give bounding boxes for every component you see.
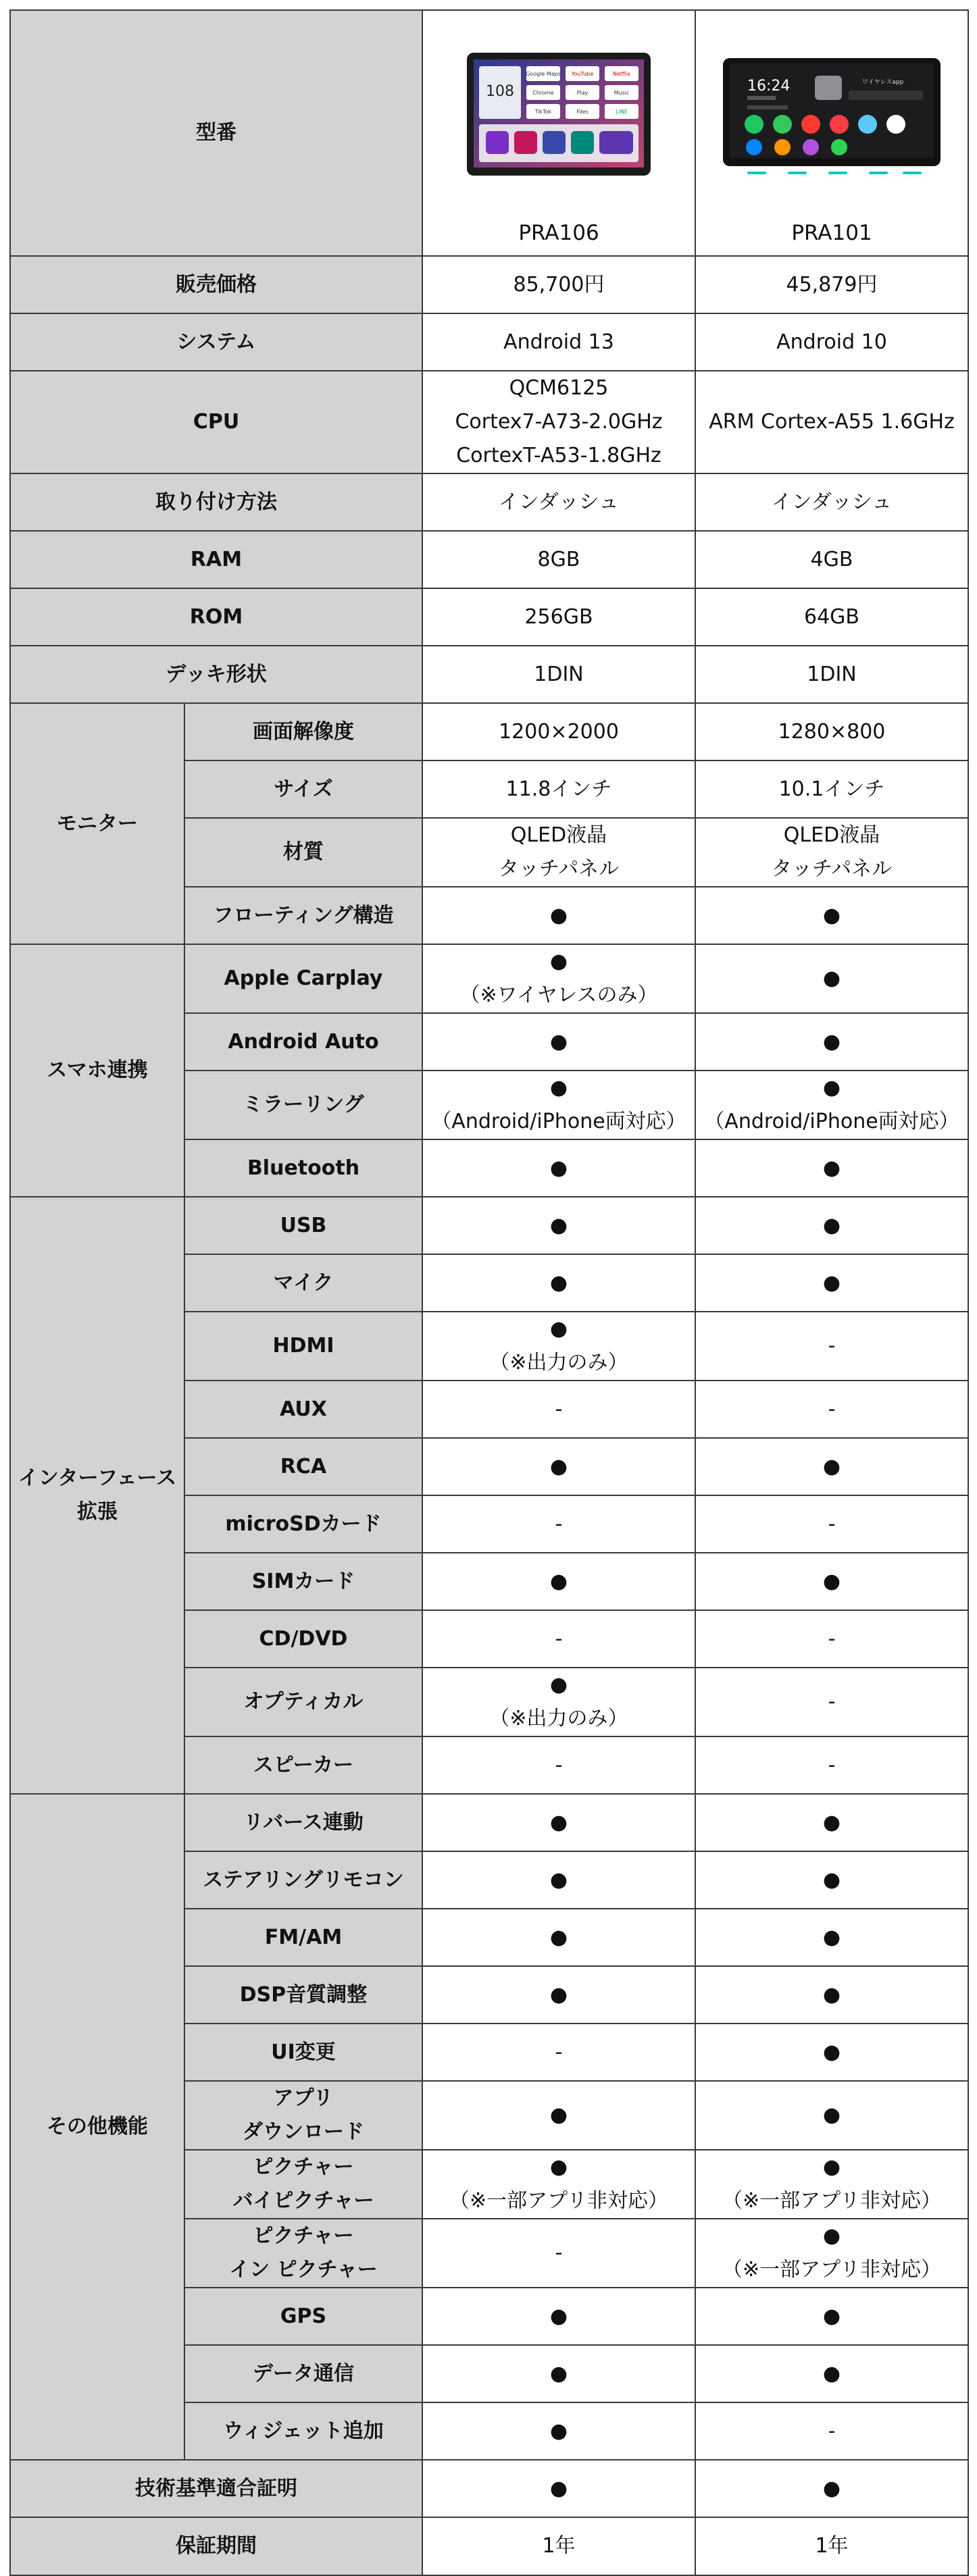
svg-text:Files: Files [576,109,588,115]
app-dl-pra101: ● [695,2081,968,2150]
dsp-pra106: ● [422,1966,695,2024]
ui-pra101: ● [695,2024,968,2081]
row-resolution [10,703,968,761]
row-model [10,10,968,256]
svg-text:Chrome: Chrome [532,90,554,96]
label-mic: マイク [184,1254,422,1312]
pbp-pra106: ● （※一部アプリ非対応） [422,2150,695,2219]
label-speaker: スピーカー [184,1736,422,1794]
pra101-product-image [720,49,943,184]
row-install [10,473,968,531]
microsd-pra101: - [695,1495,968,1553]
gps-pra101: ● [695,2288,968,2345]
svg-text:Google Maps: Google Maps [526,71,561,77]
label-gps: GPS [184,2288,422,2345]
label-data: データ通信 [184,2345,422,2402]
warranty-pra101: 1年 [695,2517,968,2575]
label-aux: AUX [184,1381,422,1438]
floating-pra101: ● [695,887,968,944]
material-pra106: QLED液晶 タッチパネル [422,818,695,887]
label-system: システム [10,313,422,371]
system-pra101: Android 10 [695,313,968,371]
group-phone: スマホ連携 [10,944,184,1197]
spec-comparison-table [9,9,969,2576]
row-reverse [10,1794,968,1851]
label-carplay: Apple Carplay [184,944,422,1013]
svg-text:Play: Play [576,90,588,96]
pip-pra101: ● （※一部アプリ非対応） [695,2219,968,2288]
cddvd-pra106: - [422,1610,695,1668]
microsd-pra106: - [422,1495,695,1553]
row-cert [10,2460,968,2517]
android-auto-pra106: ● [422,1013,695,1071]
row-rom [10,588,968,646]
label-bluetooth: Bluetooth [184,1139,422,1197]
label-deck: デッキ形状 [10,646,422,703]
row-deck [10,646,968,703]
label-android-auto: Android Auto [184,1013,422,1071]
material-pra101: QLED液晶 タッチパネル [695,818,968,887]
row-usb [10,1197,968,1254]
model-name-pra101: PRA101 [791,221,872,245]
label-cpu: CPU [10,371,422,473]
system-pra106: Android 13 [422,313,695,371]
mic-pra101: ● [695,1254,968,1312]
ram-pra106: 8GB [422,531,695,588]
sim-pra106: ● [422,1553,695,1610]
fmam-pra101: ● [695,1909,968,1966]
label-material: 材質 [184,818,422,887]
aux-pra101: - [695,1381,968,1438]
speaker-pra106: - [422,1736,695,1794]
svg-text:TikTok: TikTok [534,109,552,115]
cert-pra101: ● [695,2460,968,2517]
svg-text:16:24: 16:24 [747,78,791,95]
cert-pra106: ● [422,2460,695,2517]
mirroring-pra101: ● （Android/iPhone両対応） [695,1071,968,1139]
group-other: その他機能 [10,1794,184,2460]
app-dl-pra106: ● [422,2081,695,2150]
deck-pra101: 1DIN [695,646,968,703]
label-floating: フローティング構造 [184,887,422,944]
label-hdmi: HDMI [184,1312,422,1381]
rca-pra106: ● [422,1438,695,1495]
optical-pra101: - [695,1668,968,1736]
label-sim: SIMカード [184,1553,422,1610]
label-microsd: microSDカード [184,1495,422,1553]
bluetooth-pra106: ● [422,1139,695,1197]
steering-pra106: ● [422,1851,695,1909]
sim-pra101: ● [695,1553,968,1610]
size-pra106: 11.8インチ [422,761,695,818]
install-pra101: インダッシュ [695,473,968,531]
row-warranty [10,2517,968,2575]
data-pra101: ● [695,2345,968,2402]
label-steering: ステアリングリモコン [184,1851,422,1909]
row-ram [10,531,968,588]
hdmi-pra106: ● （※出力のみ） [422,1312,695,1381]
label-mirroring: ミラーリング [184,1071,422,1139]
pra106-product-image [464,49,653,184]
steering-pra101: ● [695,1851,968,1909]
row-carplay [10,944,968,1013]
bluetooth-pra101: ● [695,1139,968,1197]
label-app-dl: アプリ ダウンロード [184,2081,422,2150]
label-rca: RCA [184,1438,422,1495]
usb-pra106: ● [422,1197,695,1254]
carplay-pra106: ● （※ワイヤレスのみ） [422,944,695,1013]
label-pbp: ピクチャー バイピクチャー [184,2150,422,2219]
row-cpu [10,371,968,473]
cpu-pra106: QCM6125 Cortex7-A73-2.0GHz CortexT-A53-1.8GHz [422,371,695,473]
label-pip: ピクチャー イン ピクチャー [184,2219,422,2288]
label-usb: USB [184,1197,422,1254]
label-price: 販売価格 [10,256,422,313]
fmam-pra106: ● [422,1909,695,1966]
label-reverse: リバース連動 [184,1794,422,1851]
cpu-pra101: ARM Cortex-A55 1.6GHz [695,371,968,473]
group-monitor: モニター [10,703,184,944]
model-cell-pra106 [422,10,695,256]
label-rom: ROM [10,588,422,646]
svg-text:108: 108 [486,83,514,100]
rca-pra101: ● [695,1438,968,1495]
hdmi-pra101: - [695,1312,968,1381]
widget-pra101: - [695,2402,968,2460]
svg-text:Netflix: Netflix [612,71,631,77]
mic-pra106: ● [422,1254,695,1312]
svg-text:YouTube: YouTube [571,71,594,77]
widget-pra106: ● [422,2402,695,2460]
label-widget: ウィジェット追加 [184,2402,422,2460]
label-warranty: 保証期間 [10,2517,422,2575]
label-cddvd: CD/DVD [184,1610,422,1668]
cddvd-pra101: - [695,1610,968,1668]
label-model: 型番 [10,10,422,256]
row-price [10,256,968,313]
carplay-pra101: ● [695,944,968,1013]
dsp-pra101: ● [695,1966,968,2024]
label-ram: RAM [10,531,422,588]
warranty-pra106: 1年 [422,2517,695,2575]
price-pra101: 45,879円 [695,256,968,313]
data-pra106: ● [422,2345,695,2402]
model-name-pra106: PRA106 [518,221,599,245]
resolution-pra106: 1200×2000 [422,703,695,761]
reverse-pra106: ● [422,1794,695,1851]
price-pra106: 85,700円 [422,256,695,313]
android-auto-pra101: ● [695,1013,968,1071]
ram-pra101: 4GB [695,531,968,588]
aux-pra106: - [422,1381,695,1438]
ui-pra106: - [422,2024,695,2081]
label-resolution: 画面解像度 [184,703,422,761]
model-cell-pra101 [695,10,968,256]
size-pra101: 10.1インチ [695,761,968,818]
label-ui: UI変更 [184,2024,422,2081]
label-cert: 技術基準適合証明 [10,2460,422,2517]
pbp-pra101: ● （※一部アプリ非対応） [695,2150,968,2219]
speaker-pra101: - [695,1736,968,1794]
label-install: 取り付け方法 [10,473,422,531]
label-dsp: DSP音質調整 [184,1966,422,2024]
install-pra106: インダッシュ [422,473,695,531]
svg-text:Music: Music [613,90,630,96]
reverse-pra101: ● [695,1794,968,1851]
mirroring-pra106: ● （Android/iPhone両対応） [422,1071,695,1139]
optical-pra106: ● （※出力のみ） [422,1668,695,1736]
group-interface: インターフェース 拡張 [10,1197,184,1794]
svg-text:LINE: LINE [616,109,628,115]
deck-pra106: 1DIN [422,646,695,703]
gps-pra106: ● [422,2288,695,2345]
pip-pra106: - [422,2219,695,2288]
label-size: サイズ [184,761,422,818]
resolution-pra101: 1280×800 [695,703,968,761]
rom-pra101: 64GB [695,588,968,646]
row-system [10,313,968,371]
usb-pra101: ● [695,1197,968,1254]
svg-text:ワイヤレスapp: ワイヤレスapp [862,79,904,86]
label-optical: オプティカル [184,1668,422,1736]
floating-pra106: ● [422,887,695,944]
label-fmam: FM/AM [184,1909,422,1966]
rom-pra106: 256GB [422,588,695,646]
